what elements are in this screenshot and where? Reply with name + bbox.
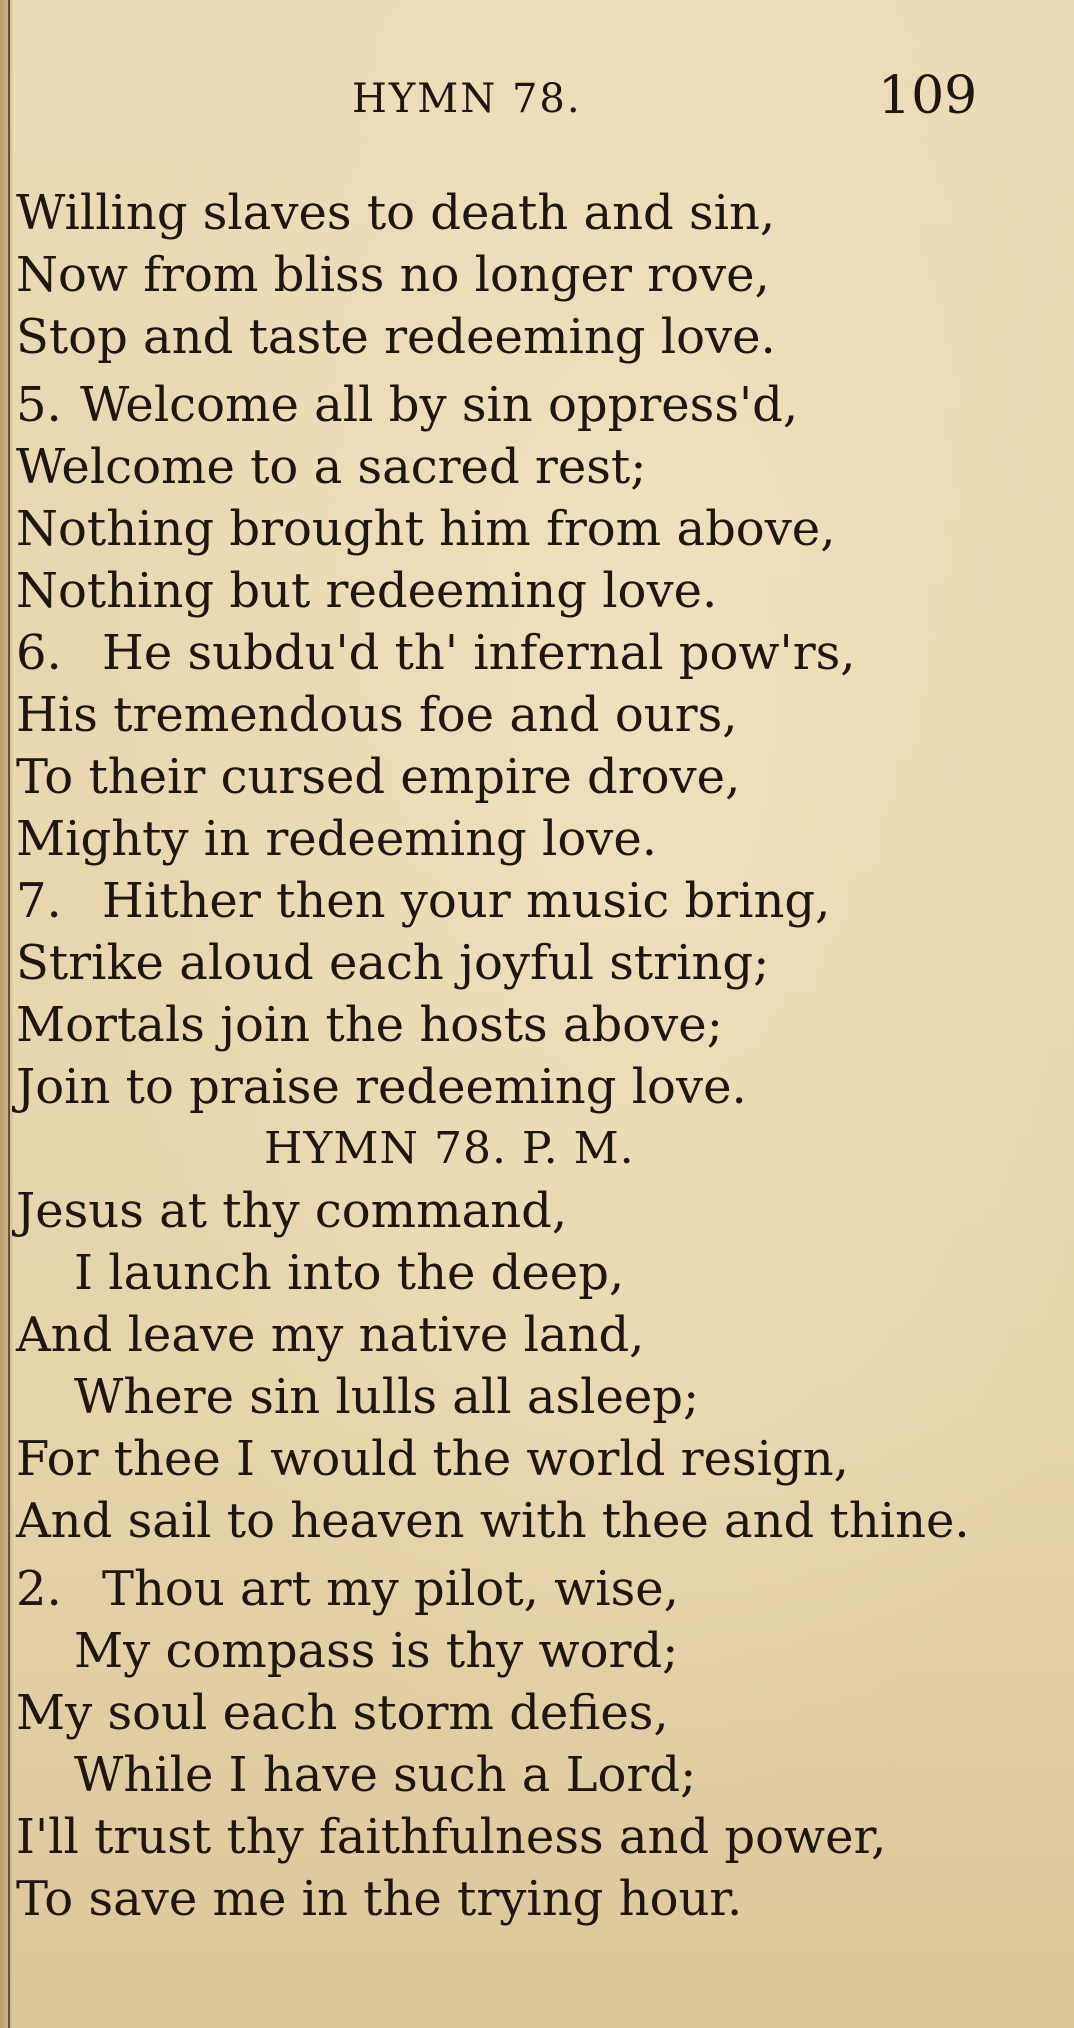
line-text: Willing slaves to death and sin, — [16, 185, 776, 241]
line-text: To their cursed empire drove, — [16, 749, 741, 805]
line-text: My soul each storm defies, — [16, 1685, 669, 1741]
verse-line — [16, 684, 1056, 746]
line-text: While I have such a Lord; — [74, 1747, 697, 1803]
page-number: 109 — [878, 66, 978, 126]
page-gutter — [0, 0, 14, 2028]
verse-line — [16, 1428, 1056, 1490]
verse-line — [16, 244, 1056, 306]
verse-line — [16, 1304, 1056, 1366]
line-text: Welcome to a sacred rest; — [16, 439, 647, 495]
verse-line — [16, 1242, 1056, 1304]
verse-line — [16, 436, 1056, 498]
line-text: Welcome all by sin oppress'd, — [80, 377, 799, 433]
line-text: Nothing but redeeming love. — [16, 563, 718, 619]
verse-line — [16, 1682, 1056, 1744]
binding-edge-line — [8, 0, 10, 2028]
line-text: Jesus at thy command, — [16, 1183, 568, 1239]
verse-line — [16, 994, 1056, 1056]
line-text: Thou art my pilot, wise, — [102, 1561, 679, 1617]
verse-line — [16, 1806, 1056, 1868]
verse-line — [16, 498, 1056, 560]
verse-line — [16, 1620, 1056, 1682]
line-text: And sail to heaven with thee and thine. — [16, 1493, 970, 1549]
hymn-heading: HYMN 78. P. M. — [264, 1123, 635, 1174]
verse-line — [16, 1744, 1056, 1806]
verse-line — [16, 1366, 1056, 1428]
line-text: To save me in the trying hour. — [16, 1871, 743, 1927]
verse-line — [16, 1868, 1056, 1930]
line-text: Nothing brought him from above, — [16, 501, 836, 557]
line-text: Now from bliss no longer rove, — [16, 247, 770, 303]
verse-line — [16, 1056, 1056, 1118]
line-text: Strike aloud each joyful string; — [16, 935, 770, 991]
verse-line — [16, 1558, 1056, 1620]
line-text: Mighty in redeeming love. — [16, 811, 658, 867]
page-header — [0, 58, 1074, 128]
verse-line — [16, 1180, 1056, 1242]
line-text: His tremendous foe and ours, — [16, 687, 738, 743]
hymn-text — [16, 182, 1056, 1930]
line-text: My compass is thy word; — [74, 1623, 679, 1679]
verse-number: 6. — [16, 625, 62, 681]
line-text: Mortals join the hosts above; — [16, 997, 723, 1053]
line-text: Stop and taste redeeming love. — [16, 309, 776, 365]
line-text: I launch into the deep, — [74, 1245, 625, 1301]
verse-line — [16, 746, 1056, 808]
verse-line — [16, 182, 1056, 244]
line-text: For thee I would the world resign, — [16, 1431, 849, 1487]
line-text: And leave my native land, — [16, 1307, 645, 1363]
verse-line — [16, 622, 1056, 684]
line-text: He subdu'd th' infernal pow'rs, — [102, 625, 856, 681]
line-text: Hither then your music bring, — [102, 873, 831, 929]
running-title: HYMN 78. — [352, 76, 582, 122]
verse-line — [16, 560, 1056, 622]
verse-line — [16, 932, 1056, 994]
verse-number: 7. — [16, 873, 62, 929]
verse-line — [16, 808, 1056, 870]
line-text: Join to praise redeeming love. — [16, 1059, 747, 1115]
verse-line — [16, 374, 1056, 436]
line-text: Where sin lulls all asleep; — [74, 1369, 700, 1425]
verse-line — [16, 870, 1056, 932]
verse-number: 2. — [16, 1561, 62, 1617]
line-text: I'll trust thy faithfulness and power, — [16, 1809, 887, 1865]
verse-line — [16, 1490, 1056, 1552]
verse-line — [16, 306, 1056, 368]
verse-number: 5. — [16, 377, 62, 433]
